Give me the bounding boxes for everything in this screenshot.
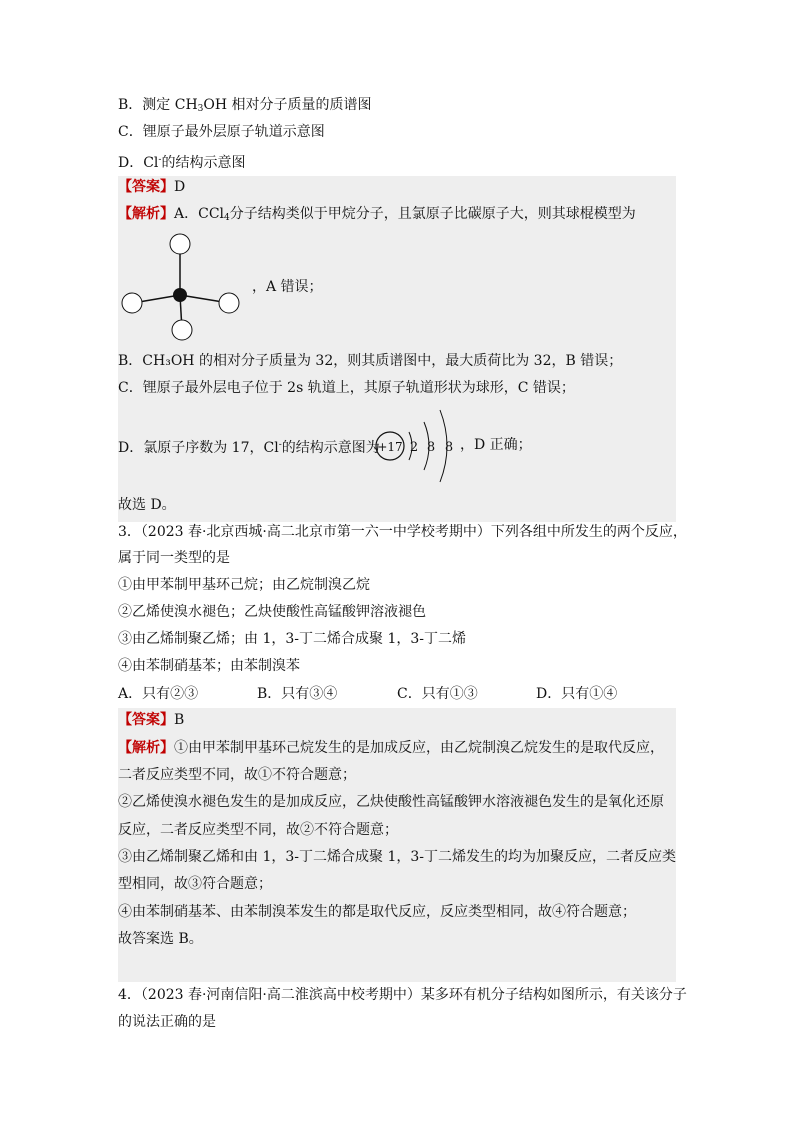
q2-analysis-d: D．氯原子序数为 17，Cl-的结构示意图为 bbox=[118, 440, 380, 456]
q3-analysis-line: ②乙烯使溴水褪色发生的是加成反应，乙炔使酸性高锰酸钾水溶液褪色发生的是氧化还原 bbox=[118, 794, 664, 810]
q2-analysis-a: 【解析】A．CCl$_4$分子结构类似于甲烷分子，且氯原子比碳原子大，则其球棍模型为 bbox=[118, 206, 636, 223]
q3-stem-cont: 属于同一类型的是 bbox=[118, 550, 230, 566]
analysis-tag: 【解析】 bbox=[118, 740, 174, 756]
chlorine-atom bbox=[172, 320, 192, 340]
carbon-atom bbox=[173, 288, 187, 302]
q3-choice-b: B．只有③④ bbox=[257, 686, 338, 702]
q4-stem-cont: 的说法正确的是 bbox=[118, 1014, 216, 1030]
ccl4-ball-stick-model bbox=[118, 230, 248, 342]
q3-answer: 【答案】B bbox=[118, 712, 185, 728]
q3-item-2: ②乙烯使溴水褪色；乙炔使酸性高锰酸钾溶液褪色 bbox=[118, 604, 426, 620]
q2-analysis-b: B．CH₃OH 的相对分子质量为 32，则其质谱图中，最大质荷比为 32，B 错误； bbox=[118, 353, 623, 369]
q3-analysis-line: 故答案选 B。 bbox=[118, 931, 203, 947]
q2-option-b: B．测定 $CH_3OH$ 相对分子质量的质谱图 bbox=[118, 97, 372, 114]
q3-stem: 3．（2023 春·北京西城·高二北京市第一六一中学校考期中）下列各组中所发生的两个反应， bbox=[118, 524, 687, 540]
analysis-tag: 【解析】 bbox=[118, 206, 174, 222]
q2-analysis-c: C．锂原子最外层电子位于 2s 轨道上，其原子轨道形状为球形，C 错误； bbox=[118, 380, 575, 396]
q3-item-4: ④由苯制硝基苯；由苯制溴苯 bbox=[118, 658, 300, 674]
q3-analysis-line: 二者反应类型不同，故①不符合题意； bbox=[118, 767, 356, 783]
chlorine-atom bbox=[122, 293, 142, 313]
nucleus-charge: +17 bbox=[377, 440, 403, 454]
q3-choice-a: A．只有②③ bbox=[118, 686, 199, 702]
q3-analysis-first: 【解析】①由甲苯制甲基环己烷发生的是加成反应，由乙烷制溴乙烷发生的是取代反应， bbox=[118, 740, 664, 756]
shell-electrons: 2 bbox=[409, 440, 419, 455]
q2-option-c: C．锂原子最外层原子轨道示意图 bbox=[118, 124, 325, 140]
chlorine-atom bbox=[219, 293, 239, 313]
answer-tag: 【答案】 bbox=[118, 712, 174, 728]
q2-analysis-d-suffix: ，D 正确； bbox=[460, 437, 532, 453]
q2-option-d: D．Cl-的结构示意图 bbox=[118, 155, 246, 171]
shell-electrons: 8 bbox=[426, 440, 436, 455]
chloride-structure-diagram bbox=[374, 404, 464, 488]
shell-electrons: 8 bbox=[444, 440, 454, 455]
q3-item-3: ③由乙烯制聚乙烯；由 1，3-丁二烯合成聚 1，3-丁二烯 bbox=[118, 631, 466, 647]
q3-analysis-line: ③由乙烯制聚乙烯和由 1，3-丁二烯合成聚 1，3-丁二烯发生的均为加聚反应，二者反应类 bbox=[118, 849, 676, 865]
q3-choice-c: C．只有①③ bbox=[397, 686, 478, 702]
chlorine-atom bbox=[170, 234, 190, 254]
q2-analysis-a-suffix: ，A 错误； bbox=[252, 279, 323, 295]
q2-conclusion: 故选 D。 bbox=[118, 497, 176, 513]
q4-stem: 4．（2023 春·河南信阳·高二淮滨高中校考期中）某多环有机分子结构如图所示，有关该分子 bbox=[118, 987, 687, 1003]
q3-analysis-line: ④由苯制硝基苯、由苯制溴苯发生的都是取代反应，反应类型相同，故④符合题意； bbox=[118, 904, 636, 920]
q3-item-1: ①由甲苯制甲基环己烷；由乙烷制溴乙烷 bbox=[118, 577, 370, 593]
q3-analysis-line: 反应，二者反应类型不同，故②不符合题意； bbox=[118, 822, 398, 838]
q3-analysis-line: 型相同，故③符合题意； bbox=[118, 876, 272, 892]
q2-answer: 【答案】D bbox=[118, 179, 186, 195]
answer-tag: 【答案】 bbox=[118, 179, 174, 195]
q3-choice-d: D．只有①④ bbox=[536, 686, 618, 702]
